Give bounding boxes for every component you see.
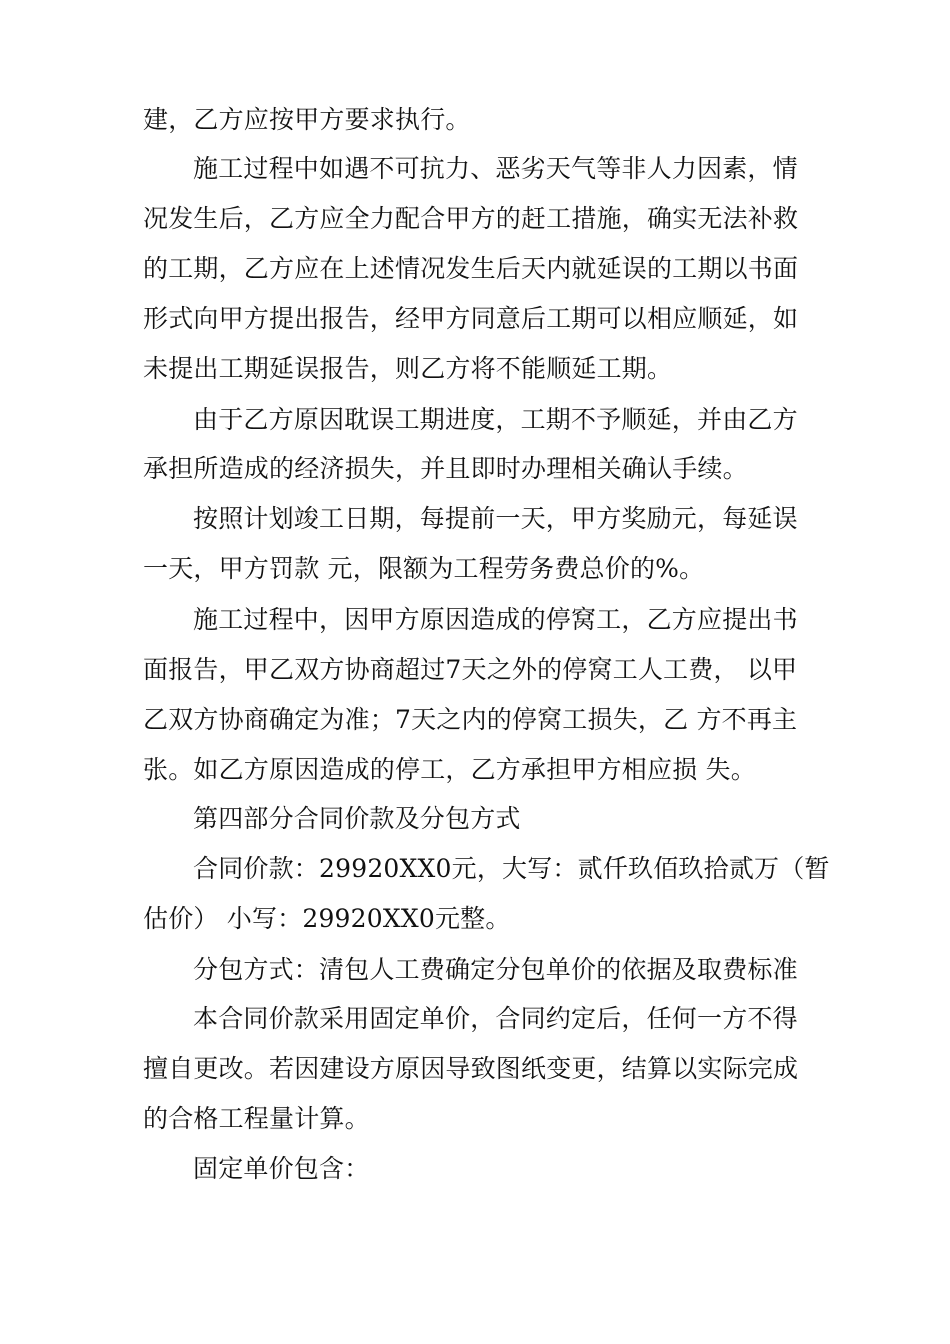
text-line: 估价） 小写：29920XX0元整。 (143, 904, 511, 933)
text-line: 况发生后，乙方应全力配合甲方的赶工措施，确实无法补救 (143, 204, 799, 233)
text-line: 一天，甲方罚款 元，限额为工程劳务费总价的%。 (143, 554, 705, 583)
text-line: 乙双方协商确定为准；7天之内的停窝工损失，乙 方不再主 (143, 705, 798, 734)
text-line: 建，乙方应按甲方要求执行。 (143, 105, 471, 134)
paragraph-force-majeure-line: 施工过程中如遇不可抗力、恶劣天气等非人力因素，情 (193, 154, 798, 183)
section-heading: 第四部分合同价款及分包方式 (193, 804, 521, 833)
text-line: 张。如乙方原因造成的停工，乙方承担甲方相应损 失。 (143, 755, 756, 784)
paragraph-fixed-price-line: 本合同价款采用固定单价，合同约定后，任何一方不得 (193, 1004, 798, 1033)
paragraph-contract-price-line: 合同价款：29920XX0元，大写：贰仟玖佰玖拾贰万（暂 (193, 854, 830, 883)
text-line: 的合格工程量计算。 (143, 1104, 370, 1133)
text-line: 的工期，乙方应在上述情况发生后天内就延误的工期以书面 (143, 254, 799, 283)
paragraph-work-stoppage-line: 施工过程中，因甲方原因造成的停窝工，乙方应提出书 (193, 605, 798, 634)
text-line: 擅自更改。若因建设方原因导致图纸变更，结算以实际完成 (143, 1054, 799, 1083)
paragraph-reward-penalty-line: 按照计划竣工日期，每提前一天，甲方奖励元，每延误 (193, 504, 798, 533)
paragraph-subcontract-method: 分包方式：清包人工费确定分包单价的依据及取费标准 (193, 955, 798, 984)
paragraph-delay-line: 由于乙方原因耽误工期进度，工期不予顺延，并由乙方 (193, 405, 798, 434)
text-line: 未提出工期延误报告，则乙方将不能顺延工期。 (143, 354, 673, 383)
text-line: 承担所造成的经济损失，并且即时办理相关确认手续。 (143, 454, 748, 483)
paragraph-fixed-price-includes: 固定单价包含： (193, 1154, 370, 1183)
text-line: 面报告，甲乙双方协商超过7天之外的停窝工人工费， 以甲 (143, 655, 798, 684)
text-line: 形式向甲方提出报告，经甲方同意后工期可以相应顺延，如 (143, 304, 799, 333)
